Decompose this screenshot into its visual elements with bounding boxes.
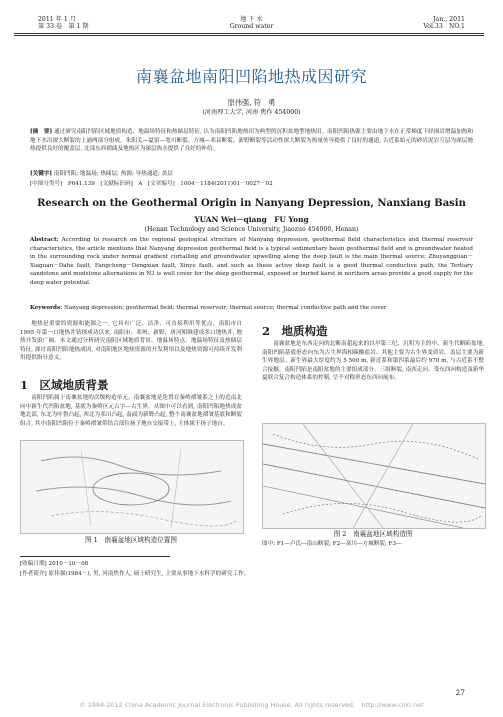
abstract-en-label: Abstract: [30,237,59,243]
section2-heading: 2 地质构造 [262,324,328,338]
header-volume-en: Vol.33 NO.1 [423,23,465,30]
authors-zh: 原伟强, 符 勇 [227,98,276,107]
figure2-graphic [263,424,485,528]
title-zh: 南襄盆地南阳凹陷地热成因研究 [135,67,367,86]
figure1-map [20,440,244,534]
affiliation-en: (Henan Technology and Science University, Jiaozuo 454000, Henan) [144,226,359,233]
footnote-rule [20,556,170,557]
header-rule [14,33,484,34]
received-date: 2010－10－08 [48,561,89,567]
header-right [423,16,465,30]
author-label: [作者简介] [20,571,47,577]
footnote-received [20,560,88,569]
header-volume: 第 33 卷 第 1 期 [38,23,89,30]
keywords-zh [30,170,473,179]
header-date-en: Jan., 2011 [433,16,465,23]
affiliation-zh: (河南理工大学, 河南 焦作 454000) [202,109,301,116]
figure1-caption: 图 1 南襄盆地区域构造位置图 [84,536,177,544]
page-number: 27 [455,688,465,697]
keywords-en [30,304,473,313]
keywords-zh-text: 南阳凹陷; 地温场; 热储层; 热源; 导热通道; 盖层 [53,171,173,177]
received-label: [收稿日期] [20,561,47,567]
figure1-graphic [21,441,243,533]
author-bio: 原伟强(1984－), 男, 河南焦作人, 硕士研究生, 主要从事地下水科学的研究工作。 [48,571,250,577]
header-date: 2011 年 1 月 [38,16,76,23]
figure2-map [262,423,486,529]
cnki-watermark: © 1994-2012 China Academic Journal Electronic Publishing House. All rights reserved. http://www.cnki.net [79,701,424,709]
abstract-en [30,236,473,302]
keywords-en-label: Keywords: [30,305,63,311]
footnote-author [20,570,490,579]
abstract-zh [30,128,473,168]
classification-line: [中图分类号] P641.139 [文献标识码] A [文章编号] 1004－1184(2011)01－0027－02 [30,181,273,187]
abstract-zh-text: 通过研究南阳凹陷区域地质构造、地温场特征和热储层特征, 认为南阳凹陷地热田为典型的沉积盆地型地热田。南阳凹陷热源主要由地下水在正常梯度下经围岩增温加热和地下水沿深大断裂的上涌两部分组成。朱阳关—夏馆—宽川断裂、方城—邓县断裂、新野断裂等活动性深大断裂为热量传导提供了良好的通道, 古近系始元的砂岩泥岩互层为深层地热提供良好的覆盖层, 北部东西褶曲及地热区为深层热水提供了良好的补给。 [30,129,473,153]
figure2-caption: 图 2 南襄盆地区域构造图 [333,530,413,538]
figure2-legend: 图中: F1—卢氏—南山断裂; F2—栾川—方城断裂; F3— [262,541,402,547]
header-rule-2 [14,35,484,36]
keywords-zh-label: [关键字] [30,171,53,177]
section1-paragraph: 南阳凹陷属于南襄盆地的次级构造单元。南襄盆地是迭置在秦岭褶皱系之上的近南北向中新生代凹陷盆地, 基底为秦岭区元古字—古生界。从图中可以看到, 南阳凹陷地热成盆地北部, 东北为叶鲁凸起, 西北为邓川凸起, 南面为新野凸起, 整个南襄盆地褶皱基底和断裂组合, 其中南阳凹陷位于秦岭褶皱带结合部位扬子地台交接带上, 主体属于扬子地台。 [20,395,242,427]
journal-name-zh: 地 下 水 [240,16,263,23]
title-en: Research on the Geothermal Origin in Nanyang Depression, Nanxiang Basin [37,198,466,209]
authors-en: YUAN Wei－qiang FU Yong [194,215,309,224]
keywords-en-text: Nanyang depression; geothermal field; thermal reservoir; thermal source; thermal conductive path and the cover [63,305,387,311]
section1-heading: 1 区域地质背景 [20,378,109,392]
intro-paragraph: 地热是重要的资源和能源之一, 它具有广泛、洁净、可直接利用等优点。南阳市自 1995 年第一口地热井钻探成功以来, 南阳市、邓州、新野、唐河相继建成多口地热井, 地热开发蔚广阔。本文通过分析研究南阳区域地质背景、地温场特点、地温场特征及热储层特征, 探讨南阳凹陷地热成因, 对南阳地区地热资源的开发利用以及地热资源可持续开发利用提供指导意义。 [20,321,242,362]
section2-paragraph: 南襄盆地是东西走向的北断南超起来的以早第三纪、沉积为主的中、新生代断陷盆地, 南阳凹陷基底形态向东为古生界海相碳酸盐岩、其他主要为古生界变质岩。盖层主要为新生界地层。新生界最大厚度约为 5 500 m, 新近系和第四系最后约 970 m, 与古近系不整合接触。南阳凹陷是南阳盆地的主要组成部分。三组断裂, 南西走向、受东西向构造及新华夏联合复合构造体系的控制, 呈不对称形态东西向展布。 [262,341,484,382]
abstract-en-text: According to research on the regional geological structure of Nanyang depression, geothermal field characteristics and thermal reservoir characteristics, the article mentions that Nanyang depression geothermal field is a typical sedimentary basin geothermal field and is groundwater heated in the surrounding rock under normal gradient curtailing and groundwater upwelling along the deep fault is the main thermal source; Zhuyangguan－Xiaguan－Dahe fault, Fangcheng－Dengxian fault, Xinye fault, and such as these active deep fault is a good thermal conductive path, the Tertiary sandstone and mudstone alternations in N3 is well cover for the deep geothermal, exposed or buried karst in northern areas provide a good supply for the deep water potential. [30,237,473,286]
abstract-zh-label: [摘 要] [30,129,53,135]
journal-name-en: Ground water [229,23,274,30]
